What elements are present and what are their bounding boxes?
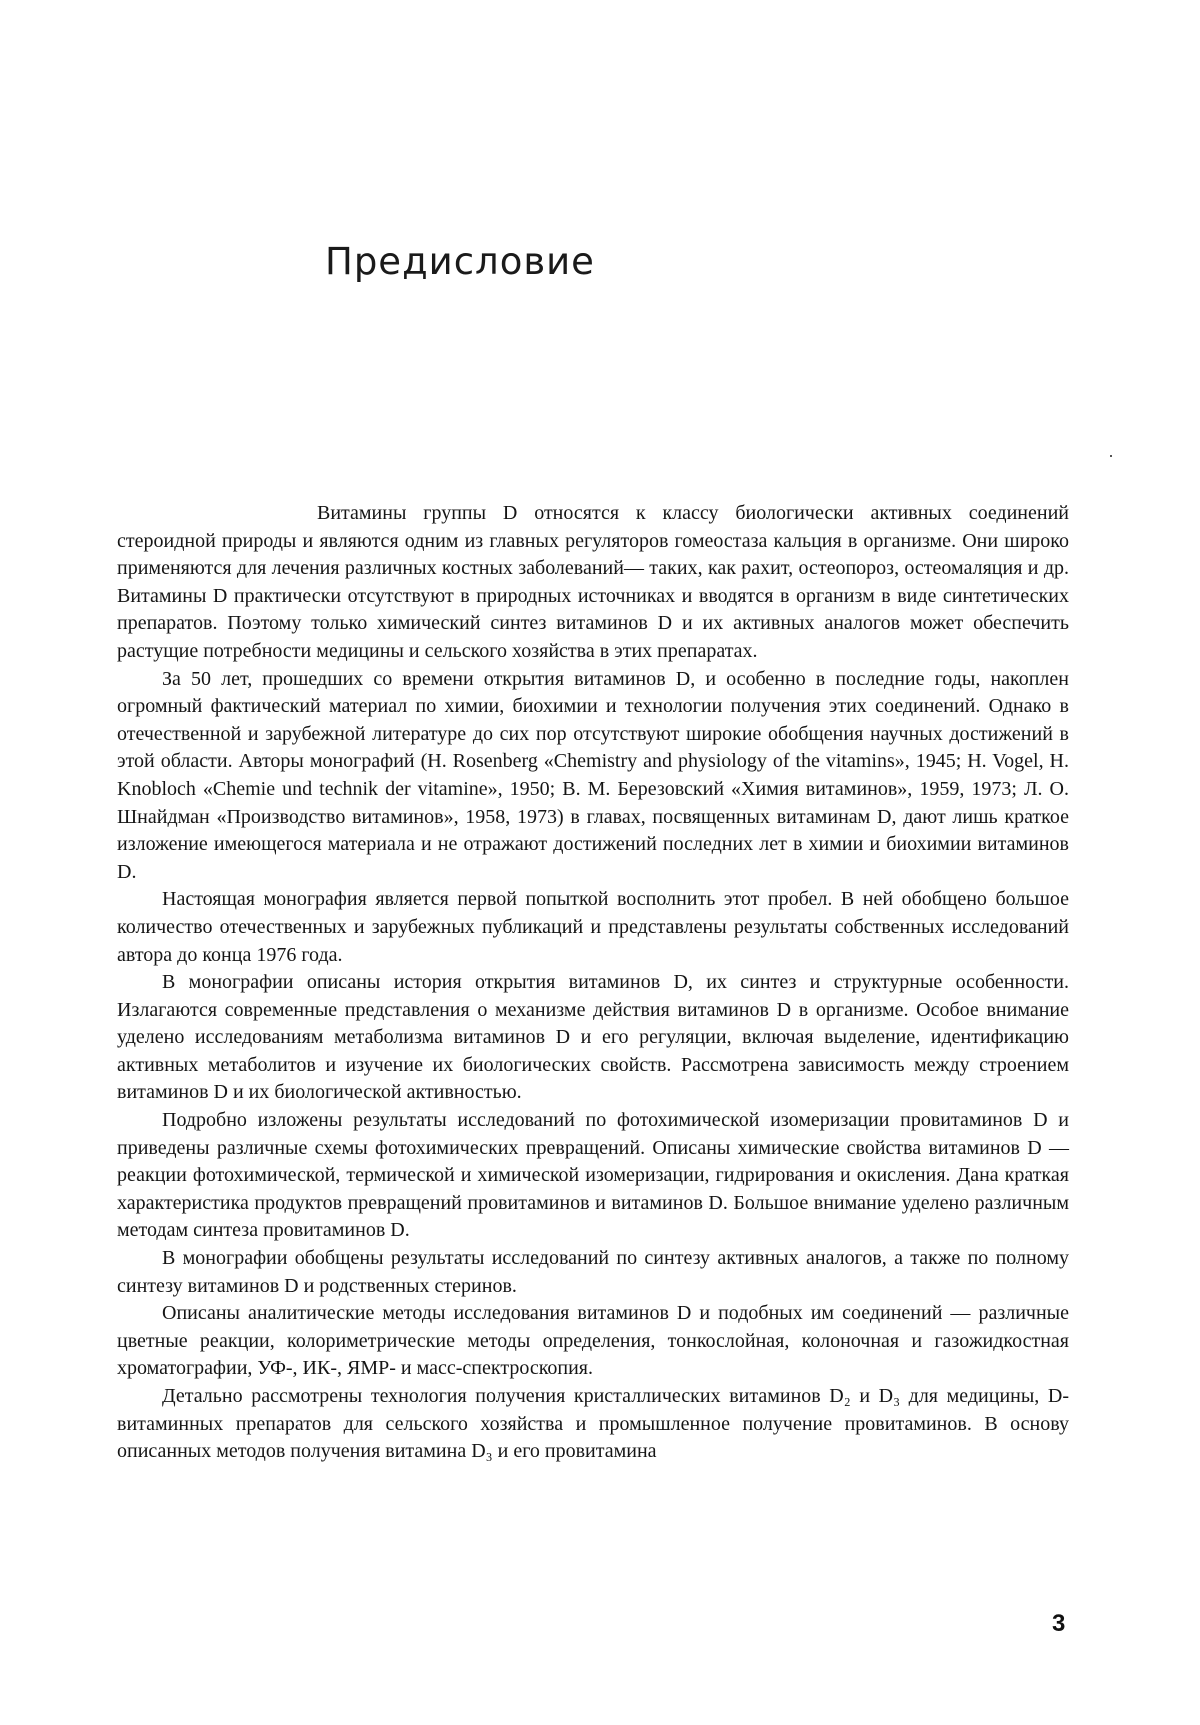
- paragraph-4: В монографии описаны история открытия витаминов D, их синтез и структурные особенности. Излагаются современные представления о механизме действия витаминов D в организме. Особое внимание уделено исследованиям метаболизма витаминов D и его регуляции, включая выделение, идентификацию активных метаболитов и изучение их биологических свойств. Рассмотрена зависимость между строением витаминов D и их биологической активностью.: [117, 971, 1069, 1104]
- page-number: 3: [1052, 1610, 1066, 1637]
- paragraph-7: Описаны аналитические методы исследования витаминов D и подобных им соединений — различные цветные реакции, колориметрические методы определения, тонкослойная, колоночная и газожидкостная хроматографии, УФ-, ИК-, ЯМР- и масс-спектроскопия.: [117, 1302, 1069, 1380]
- page-title: Предисловие: [325, 240, 595, 283]
- scan-speck: [1110, 455, 1112, 457]
- paragraph-1: Витамины группы D относятся к классу биологически активных соединений стероидной природы и являются одним из главных регуляторов гомеостаза кальция в организме. Они широко применяются для лечения различных костных заболеваний— таких, как рахит, остеопороз, остеомаляция и др. Витамины D практически отсутствуют в природных источниках и вводятся в организм в виде синтетических препаратов. Поэтому только химический синтез витаминов D и их активных аналогов может обеспечить растущие потребности медицины и сельского хозяйства в этих препаратах.: [117, 502, 1069, 662]
- preface-body: [117, 500, 1069, 1466]
- paragraph-6: В монографии обобщены результаты исследований по синтезу активных аналогов, а также по полному синтезу витаминов D и родственных стеринов.: [117, 1247, 1069, 1297]
- paragraph-5: Подробно изложены результаты исследований по фотохимической изомеризации провитаминов D и приведены различные схемы фотохимических превращений. Описаны химические свойства витаминов D — реакции фотохимической, термической и химической изомеризации, гидрирования и окисления. Дана краткая характеристика продуктов превращений провитаминов и витаминов D. Большое внимание уделено различным методам синтеза провитаминов D.: [117, 1109, 1069, 1242]
- paragraph-2: За 50 лет, прошедших со времени открытия витаминов D, и особенно в последние годы, накоплен огромный фактический материал по химии, биохимии и технологии получения этих соединений. Однако в отечественной и зарубежной литературе до сих пор отсутствуют широкие обобщения научных достижений в этой области. Авторы монографий (H. Rosenberg «Chemistry and physiology of the vitamins», 1945; H. Vogel, H. Knobloch «Chemie und technik der vitamine», 1950; В. М. Березовский «Химия витаминов», 1959, 1973; Л. О. Шнайдман «Производство витаминов», 1958, 1973) в главах, посвященных витаминам D, дают лишь краткое изложение имеющегося материала и не отражают достижений последних лет в химии и биохимии витаминов D.: [117, 667, 1069, 883]
- paragraph-8: Детально рассмотрены технология получения кристаллических витаминов D₂ и D₃ для медицины, D-витаминных препаратов для сельского хозяйства и промышленное получение провитаминов. В основу описанных методов получения витамина D₃ и его провитамина: [117, 1385, 1069, 1463]
- paragraph-3: Настоящая монография является первой попыткой восполнить этот пробел. В ней обобщено большое количество отечественных и зарубежных публикаций и представлены результаты собственных исследований автора до конца 1976 года.: [117, 888, 1069, 966]
